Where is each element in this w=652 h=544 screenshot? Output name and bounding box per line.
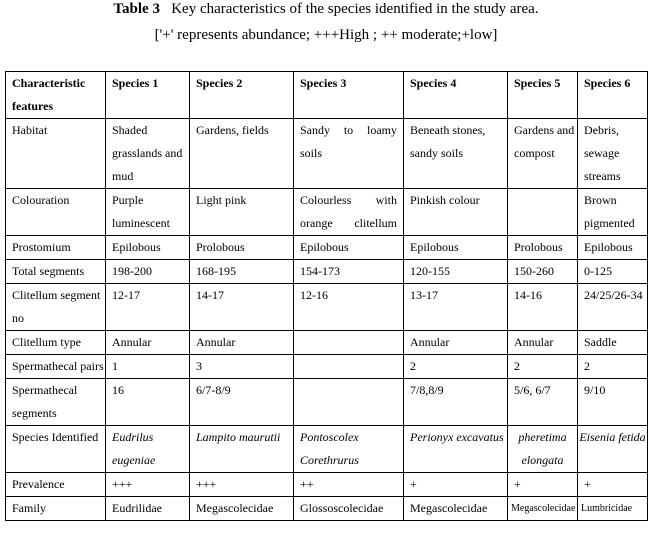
- table-cell: Lumbricidae: [578, 497, 648, 521]
- prevalence-cell: +: [578, 473, 648, 497]
- header-cell: Species 2: [190, 72, 294, 119]
- prevalence-cell: +: [404, 473, 508, 497]
- table-cell: 16: [106, 379, 190, 426]
- row-label: Species Identified: [6, 426, 106, 473]
- table-cell: Annular: [190, 331, 294, 355]
- row-label: Clitellum type: [6, 331, 106, 355]
- table-row: [6, 355, 648, 379]
- row-label: Clitellum segment no: [6, 284, 106, 331]
- table-cell: Gardens, fields: [190, 119, 294, 189]
- table-cell: 150-260: [508, 260, 578, 284]
- table-cell: 120-155: [404, 260, 508, 284]
- species-name: Pontoscolex Corethrurus: [294, 426, 404, 473]
- row-label: Prevalence: [6, 473, 106, 497]
- table-cell: [508, 189, 578, 236]
- species-table: [5, 71, 648, 521]
- table-cell: 2: [578, 355, 648, 379]
- table-cell: Beneath stones, sandy soils: [404, 119, 508, 189]
- table-cell: Epilobous: [294, 236, 404, 260]
- table-title: Key characteristics of the species identified in the study area.: [171, 1, 539, 17]
- table-cell: 2: [404, 355, 508, 379]
- table-cell: Pinkish colour: [404, 189, 508, 236]
- table-legend: ['+' represents abundance; +++High ; ++ moderate;+low]: [154, 27, 498, 43]
- table-cell: [294, 355, 404, 379]
- table-cell: 6/7-8/9: [190, 379, 294, 426]
- table-row: [6, 497, 648, 521]
- table-cell: [294, 379, 404, 426]
- species-name: Lampito maurutii: [190, 426, 294, 473]
- table-cell: 2: [508, 355, 578, 379]
- row-label: Total segments: [6, 260, 106, 284]
- table-cell: 12-16: [294, 284, 404, 331]
- table-row: [6, 284, 648, 331]
- table-cell: Epilobous: [106, 236, 190, 260]
- prevalence-cell: +: [508, 473, 578, 497]
- table-cell: 13-17: [404, 284, 508, 331]
- header-cell: Species 6: [578, 72, 648, 119]
- table-cell: Light pink: [190, 189, 294, 236]
- table-cell: Annular: [106, 331, 190, 355]
- header-cell: Species 4: [404, 72, 508, 119]
- table-cell: 24/25/26-34: [578, 284, 648, 331]
- table-row: [6, 379, 648, 426]
- table-cell: Saddle: [578, 331, 648, 355]
- species-name: Eudrilus eugeniae: [106, 426, 190, 473]
- table-cell: Eudrilidae: [106, 497, 190, 521]
- row-label: Colouration: [6, 189, 106, 236]
- table-cell: Glossoscolecidae: [294, 497, 404, 521]
- table-cell: 7/8,8/9: [404, 379, 508, 426]
- table-cell: Debris, sewage streams: [578, 119, 648, 189]
- table-cell: Sandy to loamy soils: [294, 119, 404, 189]
- prevalence-cell: +++: [106, 473, 190, 497]
- table-cell: 168-195: [190, 260, 294, 284]
- table-cell: Epilobous: [578, 236, 648, 260]
- row-label: Habitat: [6, 119, 106, 189]
- table-row: [6, 189, 648, 236]
- prevalence-cell: +++: [190, 473, 294, 497]
- table-cell: 1: [106, 355, 190, 379]
- table-cell: 154-173: [294, 260, 404, 284]
- table-label: Table 3: [113, 1, 160, 17]
- table-row: [6, 236, 648, 260]
- table-cell: Prolobous: [508, 236, 578, 260]
- table-cell: Purple luminescent: [106, 189, 190, 236]
- species-name: pheretima elongata: [508, 426, 578, 473]
- table-cell: Gardens and compost: [508, 119, 578, 189]
- header-row: [6, 72, 648, 119]
- table-cell: 198-200: [106, 260, 190, 284]
- table-cell: Megascolecidae: [508, 497, 578, 521]
- table-row: [6, 119, 648, 189]
- header-cell: Species 5: [508, 72, 578, 119]
- header-cell: Species 3: [294, 72, 404, 119]
- species-name: Eisenia fetida: [578, 426, 648, 473]
- table-cell: Megascolecidae: [190, 497, 294, 521]
- table-cell: 9/10: [578, 379, 648, 426]
- table-cell: Colourless with orange clitellum: [294, 189, 404, 236]
- table-cell: 3: [190, 355, 294, 379]
- table-cell: 12-17: [106, 284, 190, 331]
- table-cell: 14-16: [508, 284, 578, 331]
- table-cell: Epilobous: [404, 236, 508, 260]
- table-cell: Annular: [508, 331, 578, 355]
- table-row: [6, 260, 648, 284]
- table-cell: Shaded grasslands and mud: [106, 119, 190, 189]
- table-container: [5, 71, 647, 521]
- table-row: [6, 331, 648, 355]
- table-cell: 14-17: [190, 284, 294, 331]
- table-cell: Prolobous: [190, 236, 294, 260]
- table-row: [6, 473, 648, 497]
- table-row: [6, 426, 648, 473]
- table-cell: [294, 331, 404, 355]
- species-name: Perionyx excavatus: [404, 426, 508, 473]
- row-label: Spermathecal pairs: [6, 355, 106, 379]
- table-cell: Annular: [404, 331, 508, 355]
- row-label: Spermathecal segments: [6, 379, 106, 426]
- table-cell: 5/6, 6/7: [508, 379, 578, 426]
- table-cell: Brown pigmented: [578, 189, 648, 236]
- table-cell: 0-125: [578, 260, 648, 284]
- prevalence-cell: ++: [294, 473, 404, 497]
- header-cell: Species 1: [106, 72, 190, 119]
- table-cell: Megascolecidae: [404, 497, 508, 521]
- header-cell: Characteristic features: [6, 72, 106, 119]
- table-caption: [0, 0, 652, 18]
- row-label: Prostomium: [6, 236, 106, 260]
- row-label: Family: [6, 497, 106, 521]
